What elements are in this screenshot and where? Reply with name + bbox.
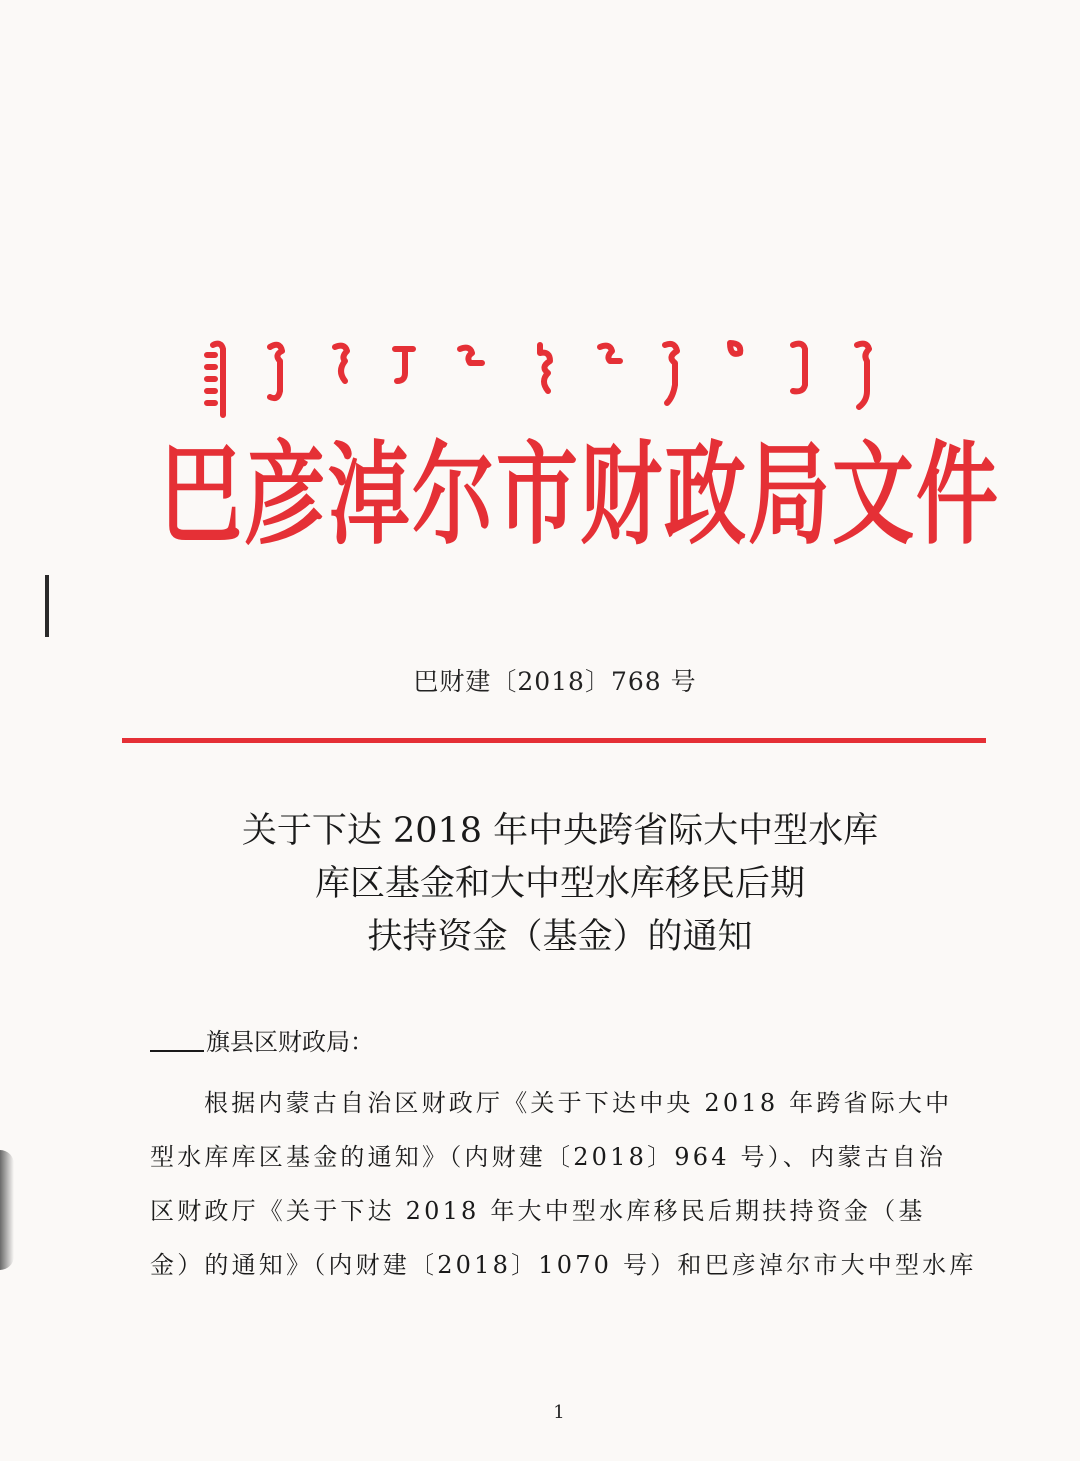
body-line-3: 区财政厅《关于下达 2018 年大中型水库移民后期扶持资金（基	[150, 1197, 926, 1225]
scan-edge-shadow	[0, 1150, 14, 1270]
binding-mark	[45, 575, 49, 637]
addressee-line	[150, 1022, 374, 1057]
addressee-blank	[150, 1050, 204, 1052]
issuing-authority-title: 巴彦淖尔市财政局文件	[160, 431, 1001, 560]
red-separator-line	[122, 738, 986, 743]
body-line-1: 根据内蒙古自治区财政厅《关于下达中央 2018 年跨省际大中	[204, 1089, 953, 1117]
mongolian-script-banner	[195, 335, 895, 425]
document-number: 巴财建〔2018〕768 号	[413, 667, 697, 696]
notice-title-line-2: 库区基金和大中型水库移民后期	[314, 864, 805, 904]
page-number: 1	[553, 1402, 565, 1423]
body-line-2: 型水库库区基金的通知》（内财建〔2018〕964 号）、内蒙古自治	[150, 1143, 947, 1171]
body-line-4: 金）的通知》（内财建〔2018〕1070 号）和巴彦淖尔市大中型水库	[150, 1251, 977, 1279]
notice-title	[0, 805, 1080, 964]
body-paragraph	[150, 1076, 980, 1292]
notice-title-line-3: 扶持资金（基金）的通知	[367, 917, 753, 957]
addressee-text: 旗县区财政局：	[206, 1028, 374, 1056]
notice-title-line-1: 关于下达 2018 年中央跨省际大中型水库	[241, 811, 879, 851]
